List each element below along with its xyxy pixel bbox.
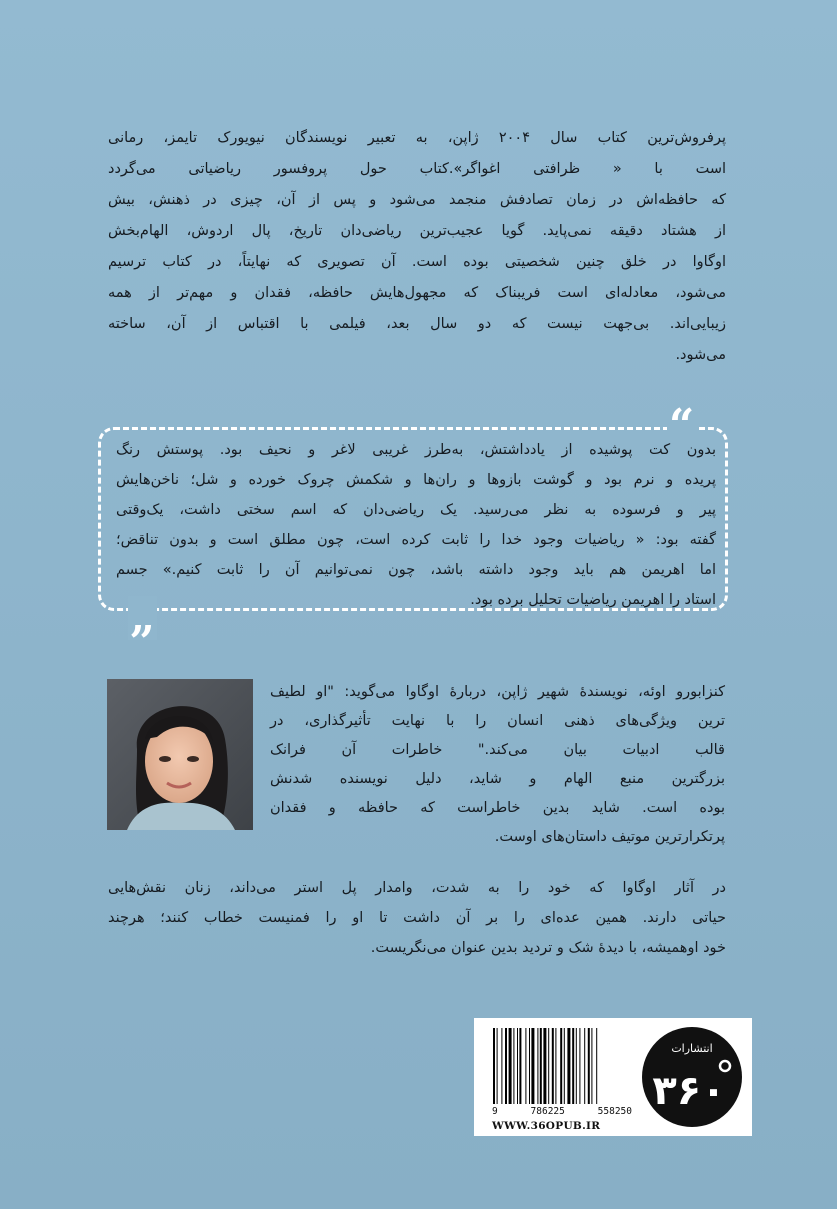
intro-line: پرفروش‌ترین کتاب سال ۲۰۰۴ ژاپن، به تعبیر نویسندگان نیویورک تایمز، رمانی — [108, 130, 726, 146]
intro-line: از هشتاد دقیقه نمی‌پاید. گویا عجیب‌ترین ریاضی‌دان تاریخ، پال اردوش، الهام‌بخش — [108, 223, 726, 239]
barcode-bar — [567, 1028, 570, 1104]
barcode-bar — [572, 1028, 574, 1104]
quote-line: بدون کت پوشیده از یادداشتش، به‌طرز غریبی لاغر و نحیف بود. پوستش رنگ — [116, 442, 716, 458]
intro-line: می‌شود. — [675, 347, 726, 363]
author-note-line: قالب ادبیات بیان می‌کند." خاطرات آن فرانک — [270, 742, 725, 758]
barcode-bar — [519, 1028, 521, 1104]
author-note-paragraph — [270, 678, 725, 852]
intro-line: زیبایی‌اند. بی‌جهت نیست که دو سال بعد، فیلمی با اقتباس از آن، ساخته — [108, 316, 726, 332]
barcode-bar — [513, 1028, 514, 1104]
author-note-line: بوده است. شاید بدین خاطراست که حافظه و فقدان — [270, 800, 725, 816]
isbn-digits — [492, 1106, 632, 1117]
author-note-line: ترین ویژگی‌های ذهنی انسان را با نهایت تأثیرگذاری، در — [270, 713, 725, 729]
barcode-bar — [501, 1028, 502, 1104]
close-quote-icon: „ — [130, 592, 156, 643]
barcode-bar — [525, 1028, 526, 1104]
barcode-bar — [564, 1028, 565, 1104]
author-portrait-icon — [107, 679, 253, 830]
quote-line: اما اهریمن هم باید وجود داشته باشد، چون نمی‌توانیم آن را ثابت کنیم.» جسم — [116, 562, 716, 578]
publisher-label: انتشارات — [671, 1042, 713, 1055]
publisher-website: WWW.36OPUB.IR — [492, 1120, 601, 1132]
barcode-bar — [529, 1028, 530, 1104]
intro-line: است با « ظرافتی اغواگر».کتاب حول پروفسور ریاضیاتی می‌گردد — [108, 161, 726, 177]
quote-text — [116, 435, 716, 615]
barcode-bar — [591, 1028, 592, 1104]
barcode-bar — [560, 1028, 562, 1104]
barcode-bar — [555, 1028, 556, 1104]
quote-line: استاد را اهریمن ریاضیات تحلیل برده بود. — [470, 592, 716, 608]
barcode-bar — [531, 1028, 534, 1104]
barcode-icon — [492, 1028, 630, 1104]
author-note-line: بزرگترین منبع الهام و شاید، دلیل نویسنده شدنش — [270, 771, 725, 787]
barcode-bar — [552, 1028, 554, 1104]
barcode-bar — [540, 1028, 542, 1104]
closing-paragraph — [108, 873, 726, 963]
barcode-bar — [579, 1028, 580, 1104]
barcode-bar — [497, 1028, 498, 1104]
intro-line: اوگاوا در خلق چنین شخصیتی بوده است. آن تصویری که نهایتاً، در کتاب ترسیم — [108, 254, 726, 270]
barcode-bar — [543, 1028, 546, 1104]
barcode-bar — [509, 1028, 512, 1104]
barcode-bar — [596, 1028, 597, 1104]
isbn-digit-group: 786225 — [530, 1106, 565, 1117]
publisher-number: ۳۶۰ — [652, 1068, 726, 1114]
barcode-bar — [588, 1028, 590, 1104]
closing-line: حیاتی دارند. همین عده‌ای را بر آن داشت تا او را فمنیست خطاب کنند؛ هرچند — [108, 910, 726, 926]
isbn-digit-group: 558250 — [597, 1106, 632, 1117]
intro-paragraph — [108, 123, 726, 371]
open-quote-icon: “ — [669, 400, 695, 451]
barcode-bar — [493, 1028, 495, 1104]
isbn-digit-group: 9 — [492, 1106, 498, 1117]
quote-line: پریده و نرم بود و گوشت بازوها و ران‌ها و شکمش چروک خورده و شل؛ ناخن‌هایش — [116, 472, 716, 488]
publisher-logo-icon — [639, 1024, 745, 1130]
intro-line: که حافظه‌اش در زمان تصادفش منجمد می‌شود و پس از آن، چیزی در ذهنش، بیش — [108, 192, 726, 208]
quote-line: گفته بود: « ریاضیات وجود خدا را ثابت کرده است، چون مطلق است و بدون تناقض؛ — [116, 532, 716, 548]
author-note-line: پرتکرارترین موتیف داستان‌های اوست. — [494, 829, 725, 845]
author-note-line: کنزابورو اوئه، نویسندهٔ شهیر ژاپن، دربارهٔ اوگاوا می‌گوید: "او لطیف — [270, 684, 725, 700]
barcode-bar — [517, 1028, 518, 1104]
barcode-bar — [576, 1028, 577, 1104]
intro-line: می‌شود، معادله‌ای است فریبناک که مجهول‌هایش حافظه، فقدان و مهم‌تر از همه — [108, 285, 726, 301]
barcode-bar — [505, 1028, 507, 1104]
closing-line: در آثار اوگاوا که خود را به شدت، وامدار پل استر می‌داند، زنان نقش‌هایی — [108, 880, 726, 896]
barcode-bar — [548, 1028, 549, 1104]
barcode-panel — [474, 1018, 752, 1136]
barcode-bar — [537, 1028, 538, 1104]
closing-line: خود اوهمیشه، با دیدهٔ شک و تردید بدین عنوان می‌نگریست. — [370, 940, 726, 956]
quote-line: پیر و فرسوده به نظر می‌رسید. یک ریاضی‌دان که اسم سختی داشت، یک‌وقتی — [116, 502, 716, 518]
barcode-bar — [584, 1028, 585, 1104]
